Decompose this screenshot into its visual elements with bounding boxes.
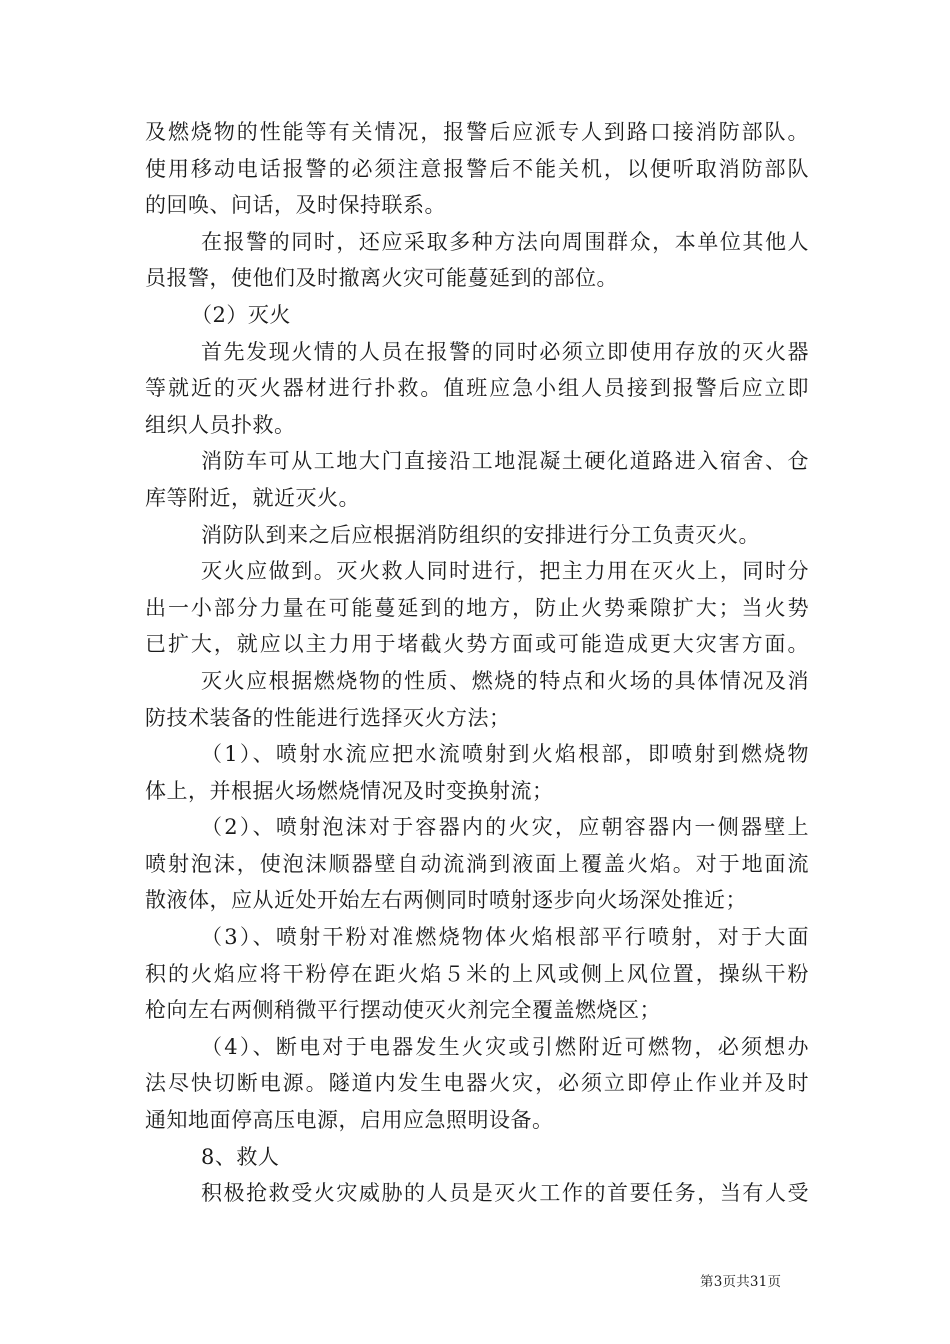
section-heading: 8、救人 bbox=[201, 1144, 280, 1169]
list-item-line: （2）、喷射泡沫对于容器内的火灾，应朝容器内一侧器壁上 bbox=[201, 815, 809, 840]
page-number: 第3页共31页 bbox=[700, 1274, 782, 1290]
list-item-line: 体上，并根据火场燃烧情况及时变换射流； bbox=[145, 778, 554, 803]
text-line: 防技术装备的性能进行选择灭火方法； bbox=[145, 705, 511, 730]
text-line: 消防车可从工地大门直接沿工地混凝土硬化道路进入宿舍、仓 bbox=[201, 449, 809, 474]
list-item-line: 通知地面停高压电源，启用应急照明设备。 bbox=[145, 1108, 554, 1133]
section-heading: （2）灭火 bbox=[191, 302, 291, 327]
text-line: 出一小部分力量在可能蔓延到的地方，防止火势乘隙扩大；当火势 bbox=[145, 595, 809, 620]
text-line: 的回唤、问话，及时保持联系。 bbox=[145, 193, 446, 218]
text-line: 组织人员扑救。 bbox=[145, 412, 296, 437]
text-line: 员报警，使他们及时撤离火灾可能蔓延到的部位。 bbox=[145, 266, 618, 291]
text-line: 积极抢救受火灾威胁的人员是灭火工作的首要任务，当有人受 bbox=[201, 1181, 809, 1206]
text-line: 灭火应根据燃烧物的性质、燃烧的特点和火场的具体情况及消 bbox=[201, 668, 809, 693]
text-line: 在报警的同时，还应采取多种方法向周围群众，本单位其他人 bbox=[201, 229, 809, 254]
text-line: 使用移动电话报警的必须注意报警后不能关机，以便听取消防部队 bbox=[145, 156, 809, 181]
list-item-line: 积的火焰应将干粉停在距火焰５米的上风或侧上风位置，操纵干粉 bbox=[145, 961, 809, 986]
text-line: 首先发现火情的人员在报警的同时必须立即使用存放的灭火器 bbox=[201, 339, 809, 364]
list-item-line: 枪向左右两侧稍微平行摆动使灭火剂完全覆盖燃烧区； bbox=[145, 998, 661, 1023]
text-line: 等就近的灭火器材进行扑救。值班应急小组人员接到报警后应立即 bbox=[145, 376, 809, 401]
text-line: 消防队到来之后应根据消防组织的安排进行分工负责灭火。 bbox=[201, 522, 760, 547]
list-item-line: 散液体，应从近处开始左右两侧同时喷射逐步向火场深处推近； bbox=[145, 888, 747, 913]
text-line: 库等附近，就近灭火。 bbox=[145, 485, 360, 510]
document-body bbox=[145, 114, 809, 1212]
list-item-line: 法尽快切断电源。隧道内发生电器火灾，必须立即停止作业并及时 bbox=[145, 1071, 809, 1096]
list-item-line: （1）、喷射水流应把水流喷射到火焰根部，即喷射到燃烧物 bbox=[201, 742, 809, 767]
list-item-line: （3）、喷射干粉对准燃烧物体火焰根部平行喷射，对于大面 bbox=[201, 925, 809, 950]
text-line: 及燃烧物的性能等有关情况，报警后应派专人到路口接消防部队。 bbox=[145, 120, 809, 144]
text-line: 已扩大，就应以主力用于堵截火势方面或可能造成更大灾害方面。 bbox=[145, 632, 809, 657]
text-line: 灭火应做到。灭火救人同时进行，把主力用在灭火上，同时分 bbox=[201, 559, 809, 584]
list-item-line: （4）、断电对于电器发生火灾或引燃附近可燃物，必须想办 bbox=[201, 1034, 809, 1059]
list-item-line: 喷射泡沫，使泡沫顺器壁自动流淌到液面上覆盖火焰。对于地面流 bbox=[145, 851, 809, 876]
